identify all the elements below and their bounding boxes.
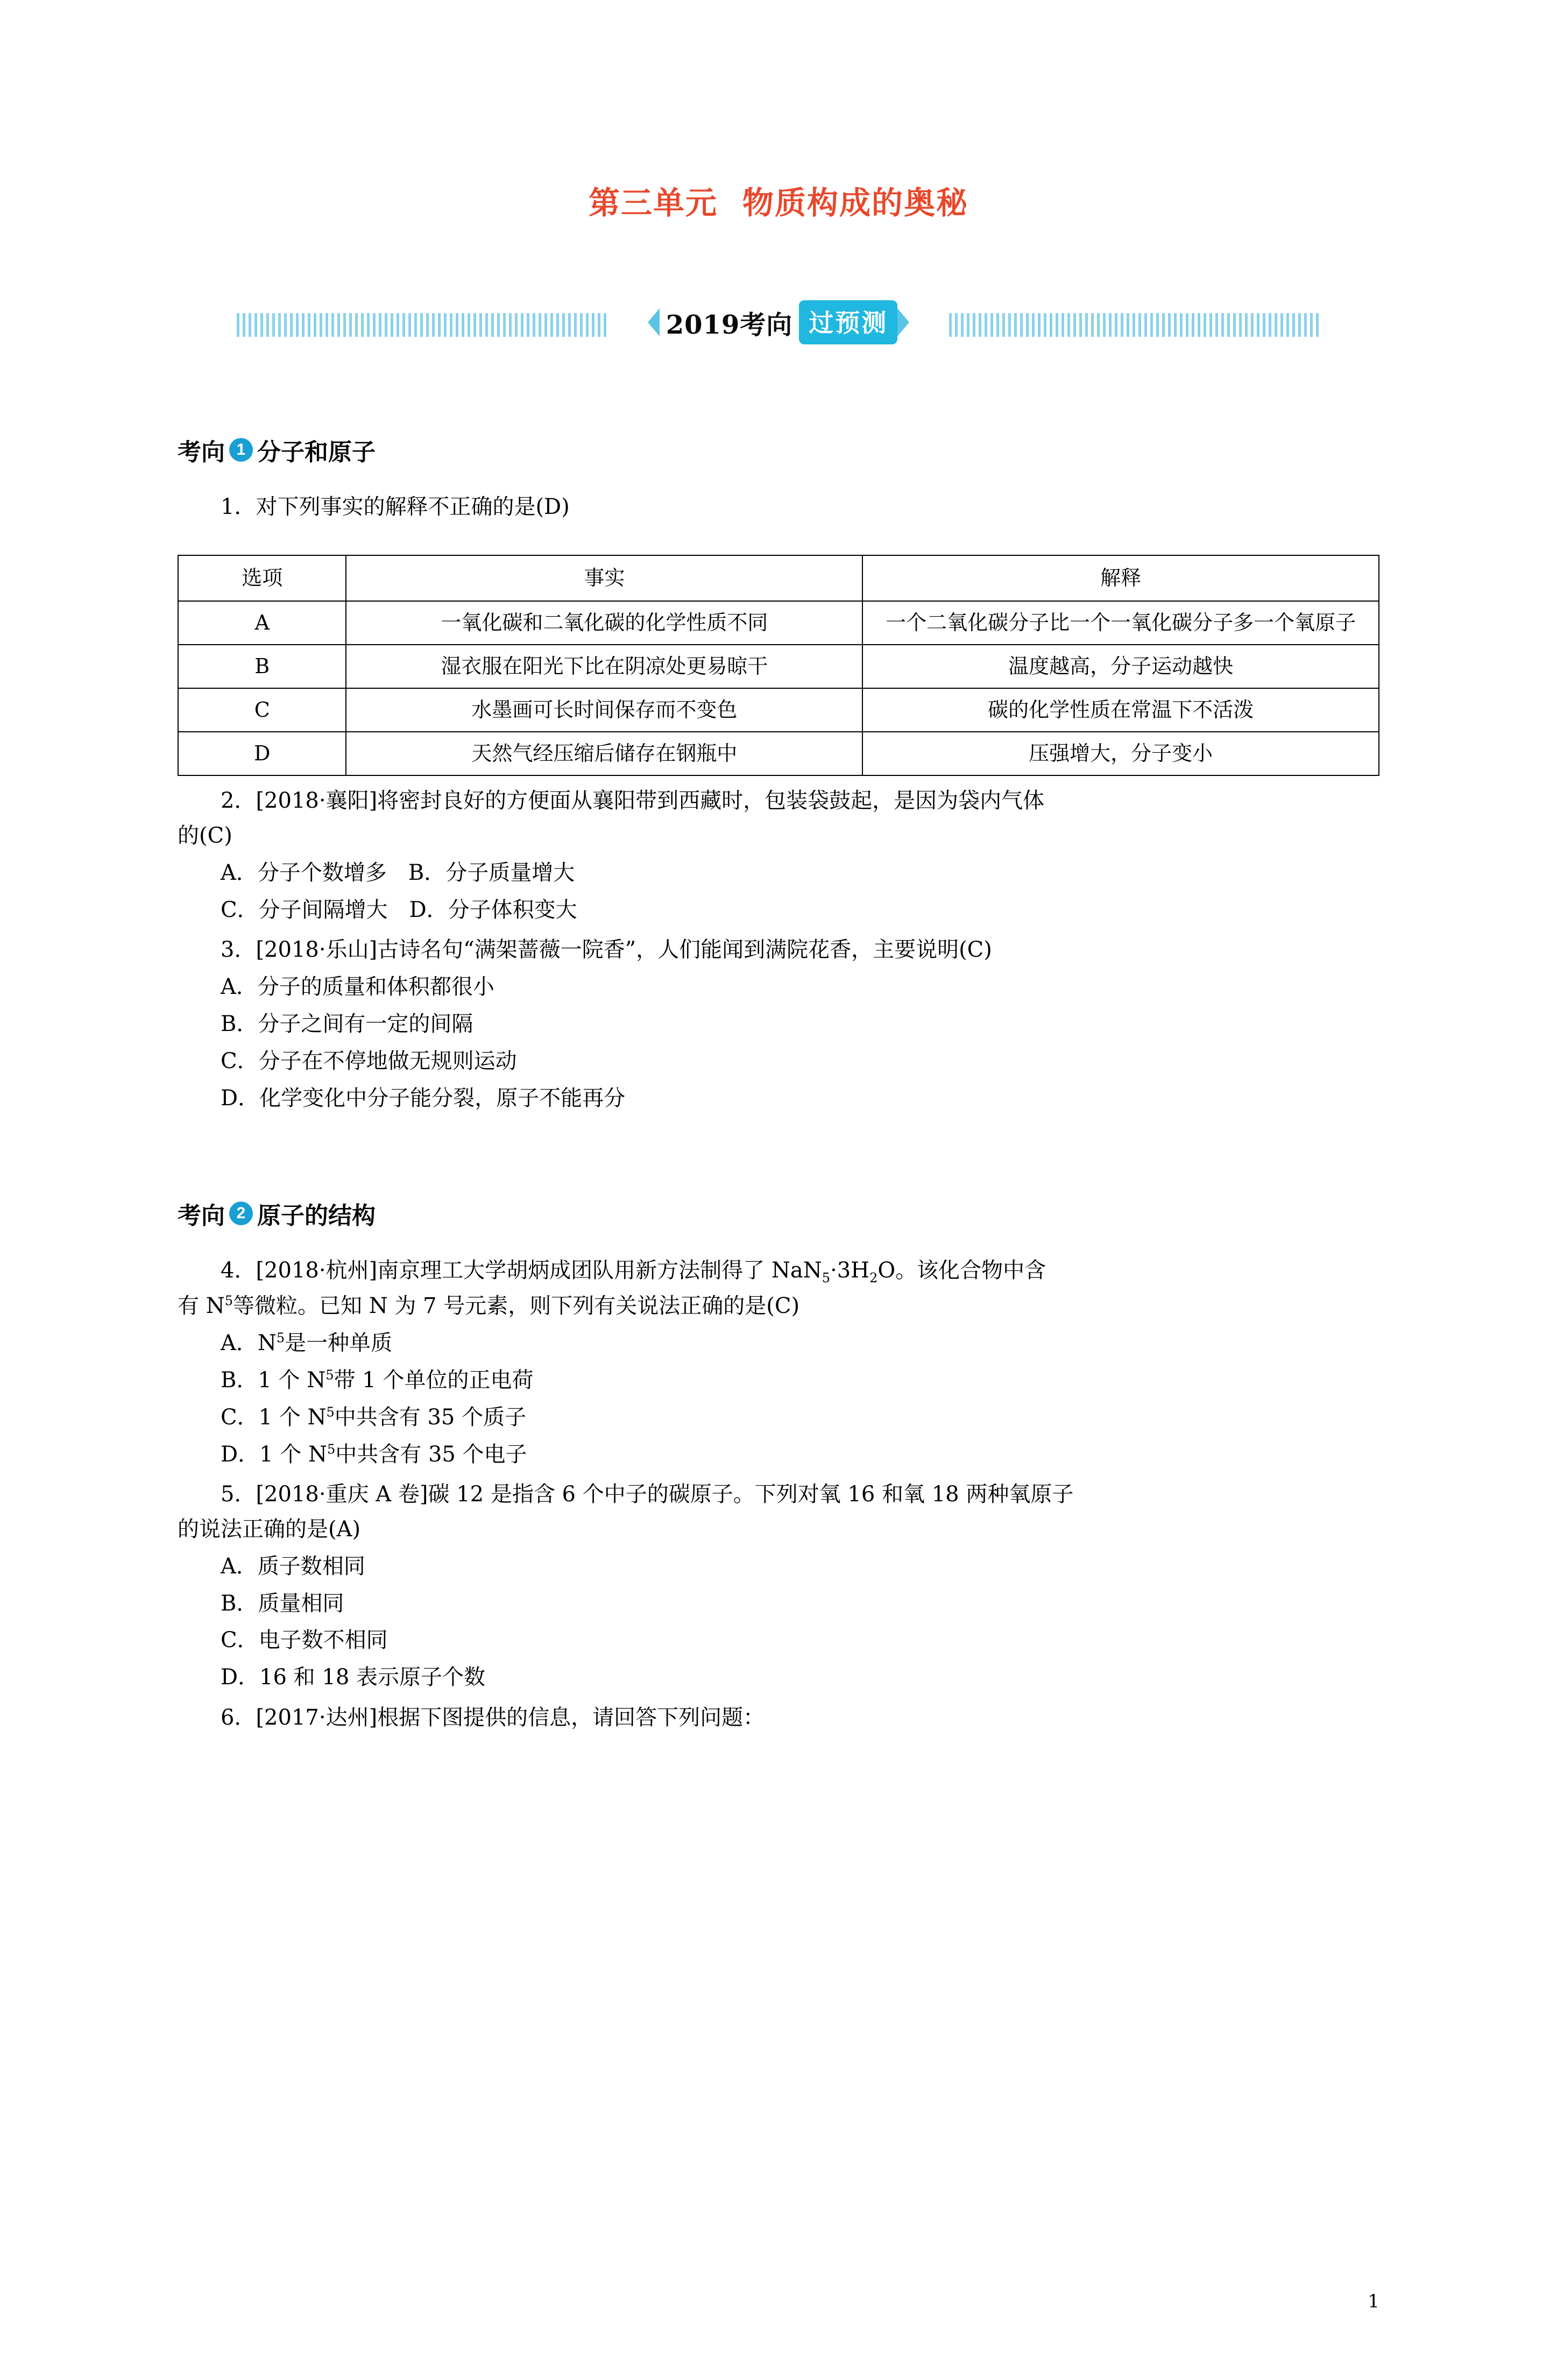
question-4-line2-part1: 有 N	[178, 1294, 225, 1319]
question-4-option-a	[178, 1326, 1379, 1361]
question-4-stem-part2: ·3H	[830, 1258, 870, 1283]
question-4-sub-2: 2	[869, 1270, 878, 1286]
table-cell-option: D	[178, 732, 346, 775]
question-4-option-c-sup: 5	[326, 1404, 335, 1420]
section-1-prefix: 考向	[178, 439, 225, 466]
banner-center	[634, 300, 924, 344]
question-4-option-a-sup: 5	[276, 1330, 285, 1346]
table-row	[178, 645, 1379, 688]
question-4-sub-5: 5	[822, 1270, 831, 1286]
question-4-option-b-pre: B．1 个 N	[221, 1367, 326, 1393]
table-cell-fact: 一氧化碳和二氧化碳的化学性质不同	[346, 601, 862, 645]
question-4-option-a-post: 是一种单质	[285, 1331, 393, 1356]
table-cell-explain: 压强增大，分子变小	[862, 732, 1379, 775]
question-5-stem: 5．[2018·重庆 A 卷]碳 12 是指含 6 个中子的碳原子。下列对氧 16 和氧 18 两种氧原子	[221, 1482, 1074, 1507]
banner-stripe-right	[949, 313, 1320, 337]
table-header-row	[178, 555, 1379, 601]
question-3-option-c: C．分子在不停地做无规则运动	[221, 1048, 517, 1074]
question-3-option-d: D．化学变化中分子能分裂，原子不能再分	[221, 1085, 626, 1111]
banner-arrow-left-icon	[648, 308, 660, 336]
question-5-option-c: C．电子数不相同	[221, 1628, 388, 1653]
question-1-stem: 1．对下列事实的解释不正确的是(D)	[221, 495, 570, 519]
section-banner	[178, 293, 1379, 352]
page-title-main: 第三单元	[588, 185, 718, 221]
question-4-option-d-pre: D．1 个 N	[221, 1442, 327, 1467]
question-2-option-row-2: C．分子间隔增大 D．分子体积变大	[221, 897, 577, 922]
banner-badge: 过预测	[799, 300, 897, 344]
question-3-stem: 3．[2018·乐山]古诗名句“满架蔷薇一院香”，人们能闻到满院花香，主要说明(C)	[221, 937, 992, 963]
banner-stripe-left	[237, 313, 608, 337]
table-cell-explain: 温度越高，分子运动越快	[862, 645, 1379, 688]
section-header-2	[178, 1196, 1379, 1231]
section-2-prefix: 考向	[178, 1202, 225, 1230]
table-cell-fact: 天然气经压缩后储存在钢瓶中	[346, 732, 862, 775]
table-row	[178, 688, 1379, 732]
question-4-option-c-post: 中共含有 35 个质子	[334, 1404, 527, 1430]
question-1-table	[178, 555, 1379, 776]
question-5-stem-line2: 的说法正确的是(A)	[178, 1517, 361, 1542]
question-4-stem-part1: 4．[2018·杭州]南京理工大学胡炳成团队用新方法制得了 NaN	[221, 1258, 822, 1283]
question-4-option-a-pre: A．N	[221, 1331, 277, 1356]
section-2-label: 原子的结构	[257, 1202, 376, 1230]
question-4-option-b	[178, 1363, 1379, 1398]
table-header-explain: 解释	[862, 555, 1379, 601]
question-4-option-d-sup: 5	[327, 1442, 336, 1457]
section-header-1	[178, 433, 1379, 467]
question-4-option-b-sup: 5	[325, 1367, 334, 1383]
question-4-stem-line2	[178, 1289, 1379, 1324]
question-4-line2-part2: 等微粒。已知 N 为 7 号元素，则下列有关说法正确的是(C)	[233, 1294, 800, 1319]
section-2-number-badge: 2	[229, 1202, 253, 1225]
table-header-option: 选项	[178, 555, 346, 601]
table-cell-fact: 水墨画可长时间保存而不变色	[346, 688, 862, 732]
banner-arrow-right-icon	[897, 308, 909, 336]
question-4-stem	[178, 1253, 1379, 1289]
question-4-option-d	[178, 1437, 1379, 1472]
table-cell-option: C	[178, 688, 346, 732]
question-3-option-a: A．分子的质量和体积都很小	[221, 974, 494, 1000]
question-2-stem: 2．[2018·襄阳]将密封良好的方便面从襄阳带到西藏时，包装袋鼓起，是因为袋内气体	[221, 788, 1045, 814]
section-1-number-badge: 1	[229, 438, 253, 462]
question-5-option-a: A．质子数相同	[221, 1553, 365, 1579]
question-4-option-c	[178, 1400, 1379, 1435]
question-4-option-c-pre: C．1 个 N	[221, 1404, 327, 1430]
table-cell-fact: 湿衣服在阳光下比在阴凉处更易晾干	[346, 645, 862, 688]
table-cell-option: A	[178, 601, 346, 645]
question-4-option-d-post: 中共含有 35 个电子	[335, 1442, 527, 1467]
banner-label: 2019考向	[666, 309, 793, 340]
question-5-option-d: D．16 和 18 表示原子个数	[221, 1665, 486, 1690]
question-4-option-b-post: 带 1 个单位的正电荷	[334, 1367, 534, 1393]
page-number: 1	[1368, 2291, 1379, 2312]
question-2-option-row-1: A．分子个数增多 B．分子质量增大	[221, 860, 575, 885]
section-1-label: 分子和原子	[257, 439, 376, 466]
table-row	[178, 601, 1379, 645]
table-row	[178, 732, 1379, 775]
table-header-fact: 事实	[346, 555, 862, 601]
question-2-stem-line2: 的(C)	[178, 823, 232, 849]
question-4-line2-sup: 5	[224, 1293, 233, 1309]
document-page	[0, 178, 1557, 2380]
question-4-stem-part3: O。该化合物中含	[877, 1258, 1046, 1283]
question-5-option-b: B．质量相同	[221, 1591, 344, 1616]
table-cell-explain: 碳的化学性质在常温下不活泼	[862, 688, 1379, 732]
table-cell-explain: 一个二氧化碳分子比一个一氧化碳分子多一个氧原子	[862, 601, 1379, 645]
question-6-stem: 6．[2017·达州]根据下图提供的信息，请回答下列问题：	[221, 1705, 765, 1731]
page-title-sub: 物质构成的奥秘	[742, 185, 969, 221]
page-title	[178, 178, 1379, 223]
table-cell-option: B	[178, 645, 346, 688]
question-3-option-b: B．分子之间有一定的间隔	[221, 1012, 473, 1037]
